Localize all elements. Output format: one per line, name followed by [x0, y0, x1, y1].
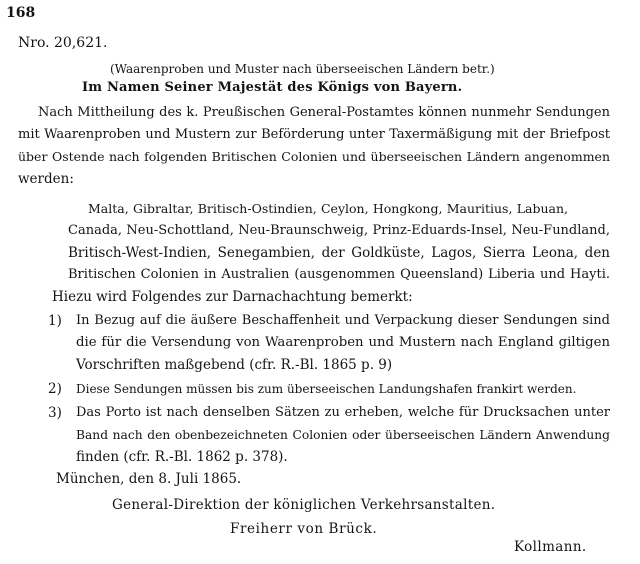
subject-line: (Waarenproben und Muster nach überseeischen Ländern betr.) — [110, 62, 495, 76]
item-line: Diese Sendungen müssen bis zum überseeischen Landungshafen frankirt werden. — [76, 382, 577, 396]
item-line: In Bezug auf die äußere Beschaffenheit und Verpackung dieser Sendungen sind — [76, 313, 610, 328]
country-line: Britischen Colonien in Australien (ausgenommen Queensland) Liberia und Hayti. — [68, 267, 610, 282]
item-line: Das Porto ist nach denselben Sätzen zu erheben, welche für Drucksachen unter — [76, 405, 610, 420]
country-line: Britisch-West-Indien, Senegambien, der Goldküste, Lagos, Sierra Leona, den — [68, 245, 610, 261]
item-line: finden (cfr. R.-Bl. 1862 p. 378). — [76, 449, 288, 465]
item-line: Vorschriften maßgebend (cfr. R.-Bl. 1865 p. 9) — [76, 357, 393, 373]
intro-line: Nach Mittheilung des k. Preußischen General-Postamtes können nunmehr Sendungen — [38, 105, 610, 120]
item-marker: 1) — [48, 313, 62, 329]
intro-line: über Ostende nach folgenden Britischen Colonien und überseeischen Ländern angenommen — [18, 149, 610, 164]
item-line: die für die Versendung von Waarenproben und Mustern nach England giltigen — [76, 335, 610, 350]
country-line: Canada, Neu-Schottland, Neu-Braunschweig, Prinz-Eduards-Insel, Neu-Fundland, — [68, 223, 610, 238]
item-marker: 3) — [48, 405, 62, 421]
page-number: 168 — [6, 5, 36, 21]
authority-heading: Im Namen Seiner Majestät des Königs von Bayern. — [82, 80, 463, 95]
decree-number: Nro. 20,621. — [18, 35, 108, 51]
countersign: Kollmann. — [514, 539, 587, 555]
issuer-line: General-Direktion der königlichen Verkehrsanstalten. — [112, 497, 496, 513]
item-marker: 2) — [48, 381, 62, 397]
intro-line: mit Waarenproben und Mustern zur Beförderung unter Taxermäßigung mit der Briefpost — [18, 127, 610, 142]
intro-line: werden: — [18, 171, 74, 187]
instruction-line: Hiezu wird Folgendes zur Darnachachtung bemerkt: — [52, 289, 413, 305]
place-date: München, den 8. Juli 1865. — [56, 471, 242, 487]
signatory: Freiherr von Brück. — [230, 521, 378, 537]
country-line: Malta, Gibraltar, Britisch-Ostindien, Ceylon, Hongkong, Mauritius, Labuan, — [88, 201, 568, 216]
item-line: Band nach den obenbezeichneten Colonien oder überseeischen Ländern Anwendung — [76, 428, 610, 442]
